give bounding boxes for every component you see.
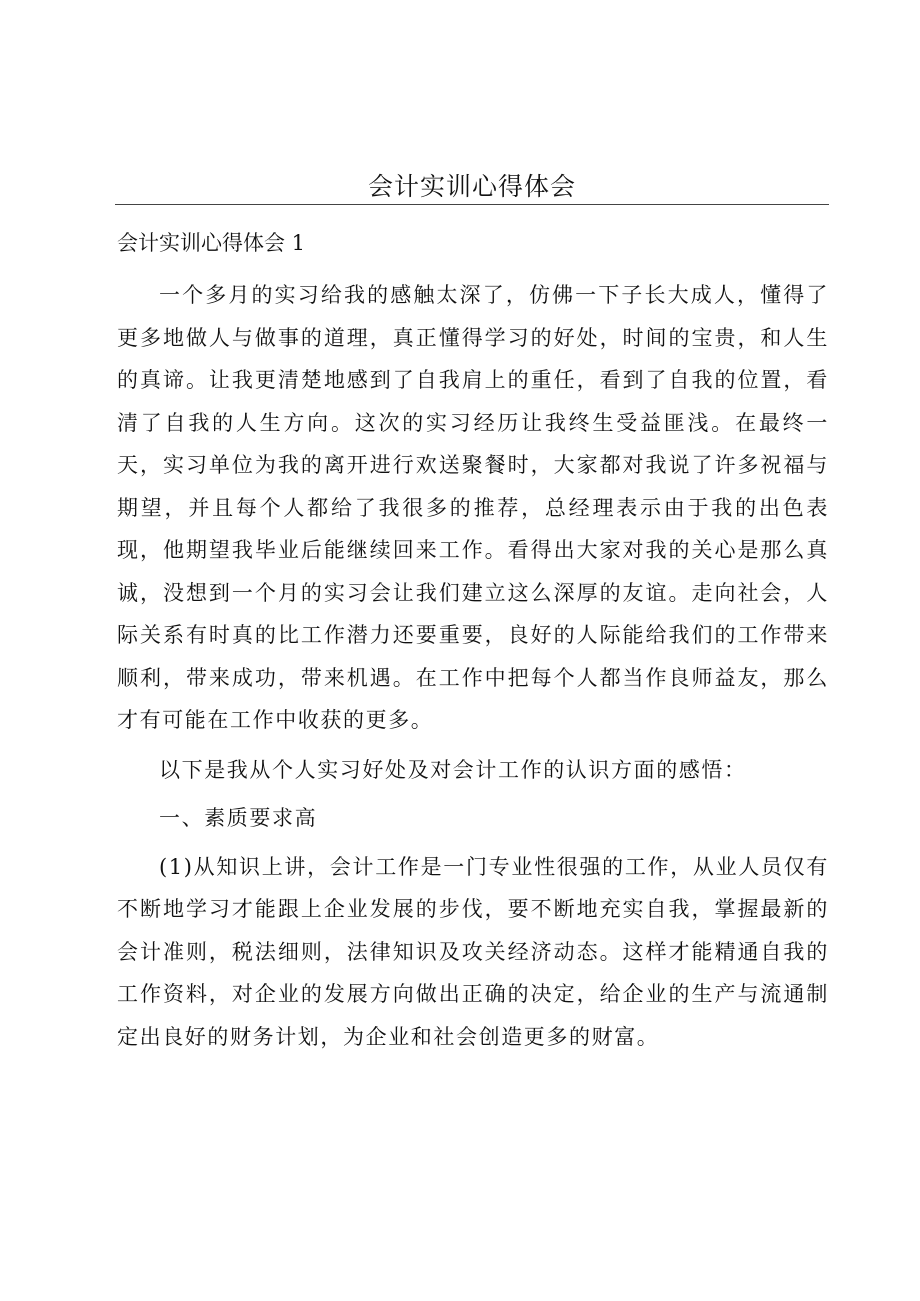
- paragraph-lead-in: 以下是我从个人实习好处及对会计工作的认识方面的感悟：: [159, 757, 747, 782]
- document-title: 会计实训心得体会: [367, 172, 576, 201]
- section-heading: 会计实训心得体会 1: [117, 231, 306, 255]
- title-underline: [115, 204, 829, 205]
- paragraph-subheading: 一、素质要求高: [159, 806, 318, 830]
- document-body: [117, 274, 829, 1065]
- paragraph-intro: 一个多月的实习给我的感触太深了，仿佛一下子长大成人，懂得了更多地做人与做事的道理，真正懂得学习的好处，时间的宝贵，和人生的真谛。让我更清楚地感到了自我肩上的重任，看到了自我的位置，看清了自我的人生方向。这次的实习经历让我终生受益匪浅。在最终一天，实习单位为我的离开进行欢送聚餐时，大家都对我说了许多祝福与期望，并且每个人都给了我很多的推荐，总经理表示由于我的出色表现，他期望我毕业后能继续回来工作。看得出大家对我的关心是那么真诚，没想到一个月的实习会让我们建立这么深厚的友谊。走向社会，人际关系有时真的比工作潜力还要重要，良好的人际能给我们的工作带来顺利，带来成功，带来机遇。在工作中把每个人都当作良师益友，那么才有可能在工作中收获的更多。: [117, 283, 829, 732]
- paragraph-point-1: (1)从知识上讲，会计工作是一门专业性很强的工作，从业人员仅有不断地学习才能跟上企业发展的步伐，要不断地充实自我，掌握最新的会计准则，税法细则，法律知识及攻关经济动态。这样才能精通自我的工作资料，对企业的发展方向做出正确的决定，给企业的生产与流通制定出良好的财务计划，为企业和社会创造更多的财富。: [117, 854, 829, 1049]
